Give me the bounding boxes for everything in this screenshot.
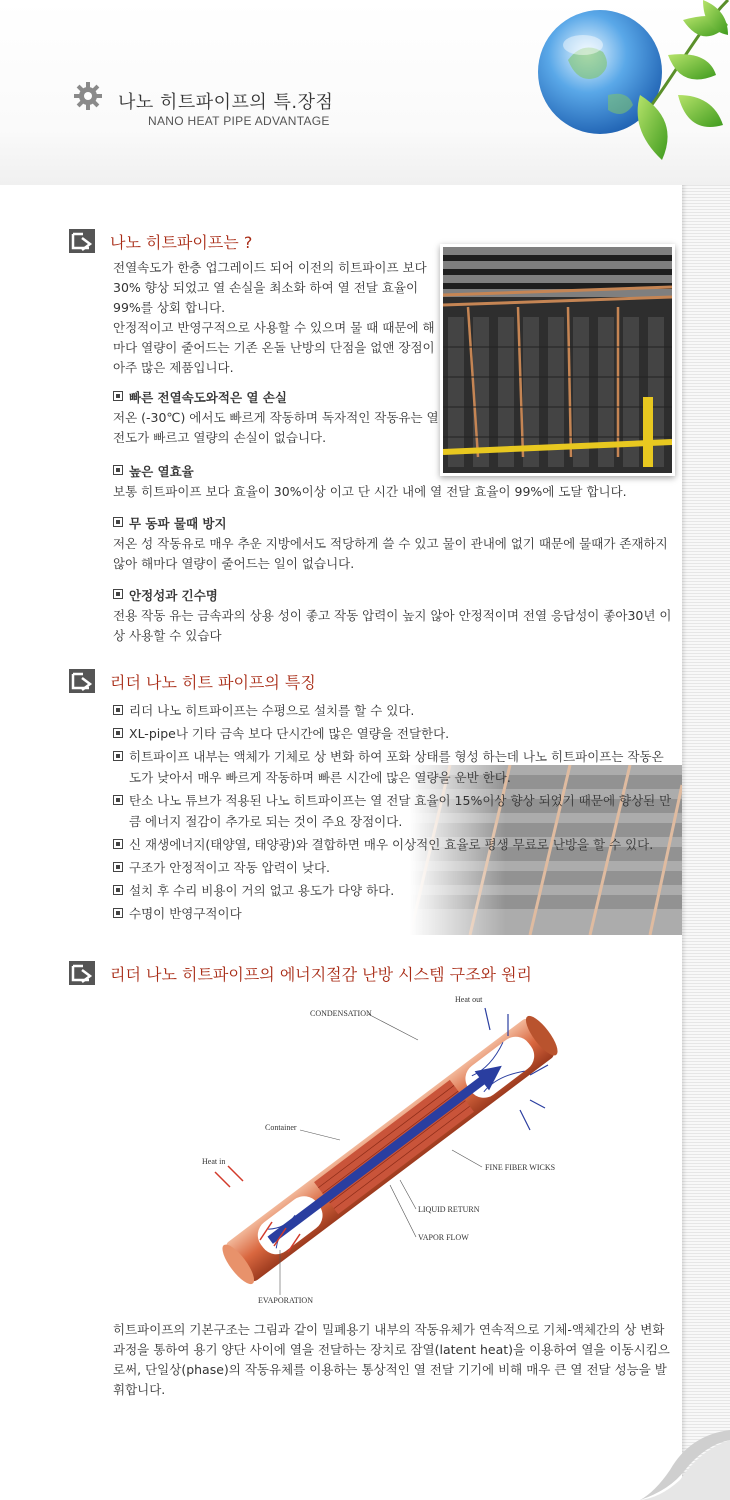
bullet-square-icon [113, 908, 123, 918]
section-title: 리더 나노 히트 파이프의 특징 [110, 672, 316, 692]
list-item: 리더 나노 히트파이프는 수평으로 설치를 할 수 있다. [113, 700, 673, 721]
feature-item: 빠른 전열속도와적은 열 손실 저온 (-30℃) 에서도 빠르게 작동하며 독자적인 작동유는 열전도가 빠르고 열량의 손실이 없습니다. [113, 390, 439, 445]
list-item: 히트파이프 내부는 액체가 기체로 상 변화 하여 포화 상태를 형성 하는데 나노 히트파이프는 작동온도가 낮아서 매우 빠르게 작동하며 빠른 시간에 많은 열량을 운반 한다. [113, 746, 673, 788]
bullet-square-icon [113, 885, 123, 895]
label-container: Container [265, 1123, 297, 1132]
bullet-square-icon [113, 839, 123, 849]
bullet-square-icon [113, 795, 123, 805]
label-fine-fiber-wicks: FINE FIBER WICKS [485, 1163, 556, 1172]
feature-item: 안정성과 긴수명 전용 작동 유는 금속과의 상용 성이 좋고 작동 압력이 높지 않아 안정적이며 전열 응답성이 좋아30년 이상 사용할 수 있습다 [113, 588, 672, 643]
page-curl-corner [640, 1410, 730, 1500]
page-title: 나노 히트파이프의 특.장점 [118, 92, 334, 113]
list-item: XL-pipe나 기타 금속 보다 단시간에 많은 열량을 전달한다. [113, 723, 673, 744]
list-item: 설치 후 수리 비용이 거의 없고 용도가 다양 하다. [113, 880, 673, 901]
heat-pipe-diagram [190, 990, 590, 1310]
section-heading-features [68, 668, 316, 694]
label-evaporation: EVAPORATION [258, 1296, 313, 1305]
bullet-square-icon [113, 705, 123, 715]
label-heat-out: Heat out [455, 995, 483, 1004]
heating-panel-image [443, 247, 672, 473]
bullet-square-icon [113, 751, 123, 761]
feature-item: 높은 열효율 보통 히트파이프 보다 효율이 30%이상 이고 단 시간 내에 열 전달 효율이 99%에 도달 합니다. [113, 464, 627, 499]
heating-panel-photo [440, 244, 675, 476]
label-vapor-flow: VAPOR FLOW [418, 1233, 469, 1242]
right-stripe-background [678, 0, 730, 1500]
section-heading-nano-heatpipe [68, 228, 252, 254]
label-liquid-return: LIQUID RETURN [418, 1205, 480, 1214]
diagram-description: 히트파이프의 기본구조는 그림과 같이 밀폐용기 내부의 작동유체가 연속적으로 기체-액체간의 상 변화 과정을 통하여 용기 양단 사이에 열을 전달하는 장치로 잠열(latent heat)을 이용하여 열을 이동시킴으로써, 단일상(phase)의 작동유체를 이용하는 통상적인 열 전달 기기에 비해 매우 큰 열 전달 성능을 발휘합니다. [113, 1322, 670, 1397]
arrow-box-icon [68, 960, 98, 986]
feature-item: 무 동파 물때 방지 저온 성 작동유로 매우 추운 지방에서도 적당하게 쓸 수 있고 물이 관내에 없기 때문에 물때가 존재하지 않아 해마다 열량이 줄어드는 일이 없습니다. [113, 516, 668, 571]
list-item: 신 재생에너지(태양열, 태양광)와 결합하면 매우 이상적인 효율로 평생 무료로 난방을 할 수 있다. [113, 834, 673, 855]
features-list [113, 700, 673, 926]
bullet-square-icon [113, 391, 123, 401]
list-item: 구조가 안정적이고 작동 압력이 낮다. [113, 857, 673, 878]
bullet-square-icon [113, 728, 123, 738]
page-subtitle: NANO HEAT PIPE ADVANTAGE [148, 114, 330, 128]
globe-leaf-illustration [528, 0, 730, 170]
vapor-flow-arrow [270, 1078, 486, 1240]
label-heat-in: Heat in [202, 1157, 226, 1166]
bullet-square-icon [113, 589, 123, 599]
label-condensation: CONDENSATION [310, 1009, 372, 1018]
list-item: 수명이 반영구적이다 [113, 903, 673, 924]
intro-paragraph-2: 안정적이고 반영구적으로 사용할 수 있으며 물 때 때문에 해마다 열량이 줄어드는 기존 온돌 난방의 단점을 없앤 장점이 아주 많은 제품입니다. [113, 320, 435, 375]
section-heading-structure [68, 960, 532, 986]
arrow-box-icon [68, 228, 98, 254]
bullet-square-icon [113, 862, 123, 872]
section-title: 리더 나노 히트파이프의 에너지절감 난방 시스템 구조와 원리 [110, 964, 533, 984]
page-header [0, 0, 730, 185]
bullet-square-icon [113, 517, 123, 527]
arrow-box-icon [68, 668, 98, 694]
bullet-square-icon [113, 465, 123, 475]
section-title: 나노 히트파이프는 ? [110, 232, 253, 252]
list-item: 탄소 나노 튜브가 적용된 나노 히트파이프는 열 전달 효율이 15%이상 향상 되었기 때문에 향상된 만큼 에너지 절감이 추가로 되는 것이 주요 장점이다. [113, 790, 673, 832]
intro-paragraph-1: 전열속도가 한층 업그레이드 되어 이전의 히트파이프 보다 30% 향상 되었고 열 손실을 최소화 하여 열 전달 효율이 99%를 상회 합니다. [113, 260, 427, 315]
gear-icon [72, 80, 104, 112]
